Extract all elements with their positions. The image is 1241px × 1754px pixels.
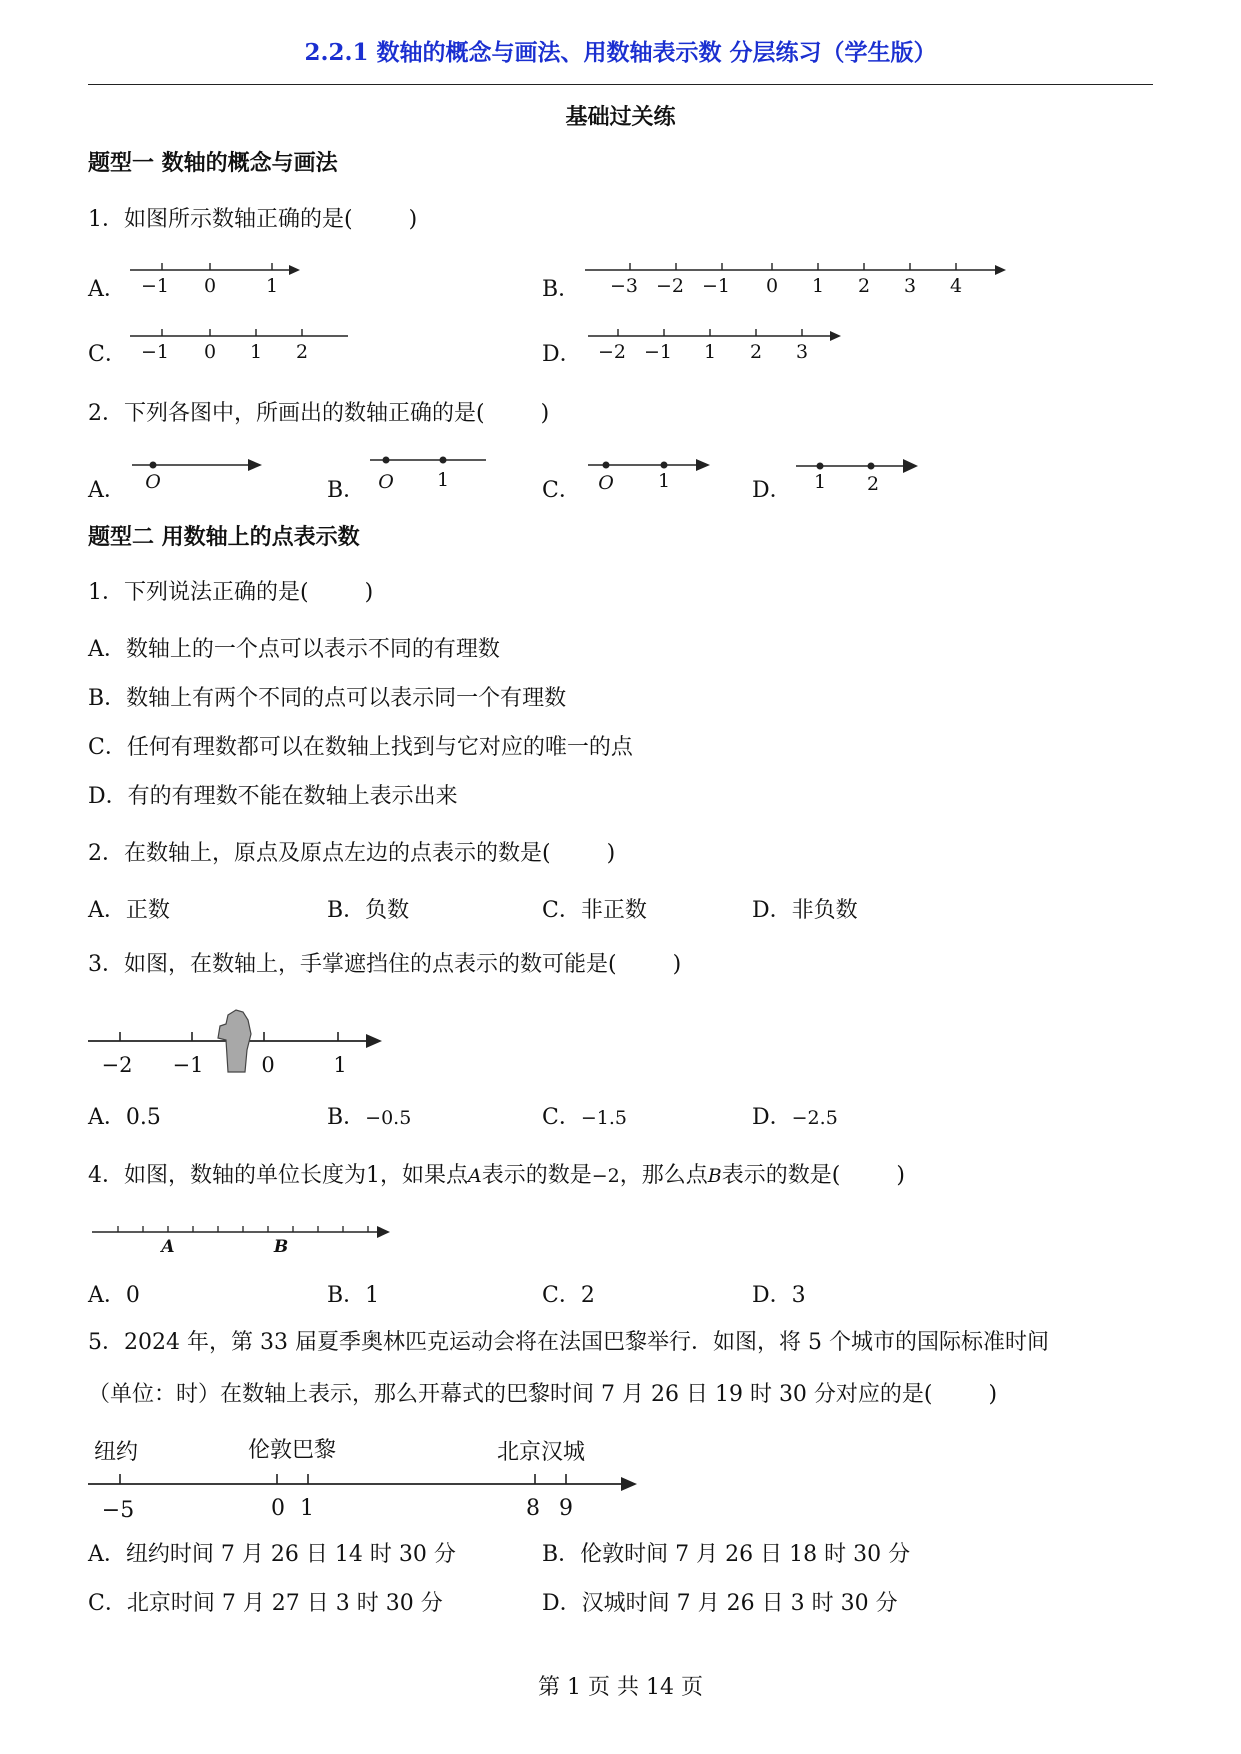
option-c: C．北京时间 7 月 27 日 3 时 30 分 [88,1591,443,1616]
point-label: O [378,471,394,493]
option-a: A．数轴上的一个点可以表示不同的有理数 [88,637,500,662]
stem-text: 1．下列说法正确的是( [88,580,309,605]
tick-label: 0 [261,1053,275,1077]
tick-label: −1 [643,341,673,363]
tick-label: 4 [949,275,963,297]
page-number: 第 1 页 共 14 页 [538,1675,703,1700]
q4-number-line [92,1226,390,1257]
option-a: A．正数 [88,898,170,923]
tick-label: −2 [101,1053,133,1077]
stem-close: ) [364,580,374,605]
tick-label: −1 [172,1053,204,1077]
option-letter-c: C． [542,478,581,503]
point-label: O [145,471,161,493]
option-letter-b: B． [327,478,366,503]
option-letter-d: D． [542,342,582,367]
point-b-label: B [273,1237,289,1257]
part1-heading: 题型一 数轴的概念与画法 [88,150,338,176]
option-a: A．0 [88,1283,140,1308]
tick-label: −1 [140,275,170,297]
q3-number-line [88,1010,382,1077]
tick-label: −1 [701,275,731,297]
tick-label: −1 [140,341,170,363]
tick-label: −2 [655,275,685,297]
tick-label: 8 [526,1496,540,1521]
part2-heading: 题型二 用数轴上的点表示数 [88,524,360,550]
option-b: B．1 [327,1283,380,1308]
q1-option-a-axis [130,263,300,297]
stem-text: 3．如图，在数轴上，手掌遮挡住的点表示的数可能是( [88,952,617,977]
option-d: D．−2.5 [752,1105,838,1130]
tick-label: 1 [333,1053,347,1077]
city-label: 伦敦巴黎 [247,1438,337,1463]
option-letter-c: C． [88,342,127,367]
stem-text: 2．在数轴上，原点及原点左边的点表示的数是( [88,841,551,866]
option-b: B．数轴上有两个不同的点可以表示同一个有理数 [88,686,567,711]
option-letter-b: B． [542,277,581,302]
point-label: 1 [657,470,671,492]
q2-option-b-axis [370,457,486,494]
part2-q2-stem [88,836,615,867]
option-c: C．−1.5 [542,1105,627,1130]
part2-q5-line1: 5．2024 年，第 33 届夏季奥林匹克运动会将在法国巴黎举行．如图，将 5 个城市的国际标准时间 [88,1330,1049,1355]
part2-q1-stem [88,575,373,606]
part1-q2-stem [88,396,549,427]
q2-option-d-axis [796,459,918,495]
option-c: C．非正数 [542,898,647,923]
option-b: B．−0.5 [327,1105,412,1130]
point-label: 2 [866,473,880,495]
part2-q3-stem [88,947,681,978]
option-letter-a: A． [88,478,126,503]
stem-close: ) [672,952,682,977]
city-label: 北京汉城 [496,1440,586,1465]
tick-label: 0 [203,341,217,363]
q2-option-c-axis [588,459,710,494]
document-header: 2.2.1 数轴的概念与画法、用数轴表示数 分层练习（学生版） [304,39,937,66]
tick-label: 0 [271,1496,285,1521]
option-b: B．伦敦时间 7 月 26 日 18 时 30 分 [542,1542,911,1567]
option-a: A．0.5 [88,1105,161,1130]
option-c: C．任何有理数都可以在数轴上找到与它对应的唯一的点 [88,735,633,760]
tick-label: −3 [609,275,639,297]
part2-q4-stem: 4．如图，数轴的单位长度为1，如果点A表示的数是−2，那么点B表示的数是( ) [88,1163,905,1188]
option-a: A．纽约时间 7 月 26 日 14 时 30 分 [88,1542,456,1567]
q5-number-line [88,1438,637,1523]
tick-label: 2 [295,341,309,363]
tick-label: 1 [300,1496,314,1521]
tick-label: 2 [749,341,763,363]
option-d: D．非负数 [752,898,858,923]
tick-label: −5 [101,1498,135,1523]
stem-close: ) [606,841,616,866]
stem-close: ) [540,401,550,426]
tick-label: 3 [795,341,809,363]
point-label: O [598,472,614,494]
q2-option-a-axis [132,459,262,493]
option-d: D．3 [752,1283,806,1308]
point-label: 1 [436,469,450,491]
tick-label: −2 [597,341,627,363]
tick-label: 0 [203,275,217,297]
city-label: 纽约 [93,1440,139,1465]
tick-label: 1 [265,275,279,297]
option-d: D．有的有理数不能在数轴上表示出来 [88,784,458,809]
point-label: 1 [813,471,827,493]
part2-q5-line2: （单位：时）在数轴上表示，那么开幕式的巴黎时间 7 月 26 日 19 时 30 分对应的是( ) [88,1382,998,1407]
stem-text: 2．下列各图中，所画出的数轴正确的是( [88,401,485,426]
q1-option-b-axis [585,263,1006,297]
point-a-label: A [161,1237,175,1257]
tick-label: 2 [857,275,871,297]
tick-label: 3 [903,275,917,297]
tick-label: 9 [559,1496,573,1521]
option-letter-d: D． [752,478,792,503]
tick-label: 1 [811,275,825,297]
q1-option-d-axis [588,329,841,363]
q1-option-c-axis [130,329,348,363]
stem-close: ) [408,207,418,232]
stem-text: 1．如图所示数轴正确的是( [88,207,353,232]
option-d: D．汉城时间 7 月 26 日 3 时 30 分 [542,1591,898,1616]
option-c: C．2 [542,1283,595,1308]
section-title: 基础过关练 [565,104,676,130]
tick-label: 1 [249,341,263,363]
tick-label: 1 [703,341,717,363]
option-letter-a: A． [88,277,126,302]
tick-label: 0 [765,275,779,297]
option-b: B．负数 [327,898,410,923]
